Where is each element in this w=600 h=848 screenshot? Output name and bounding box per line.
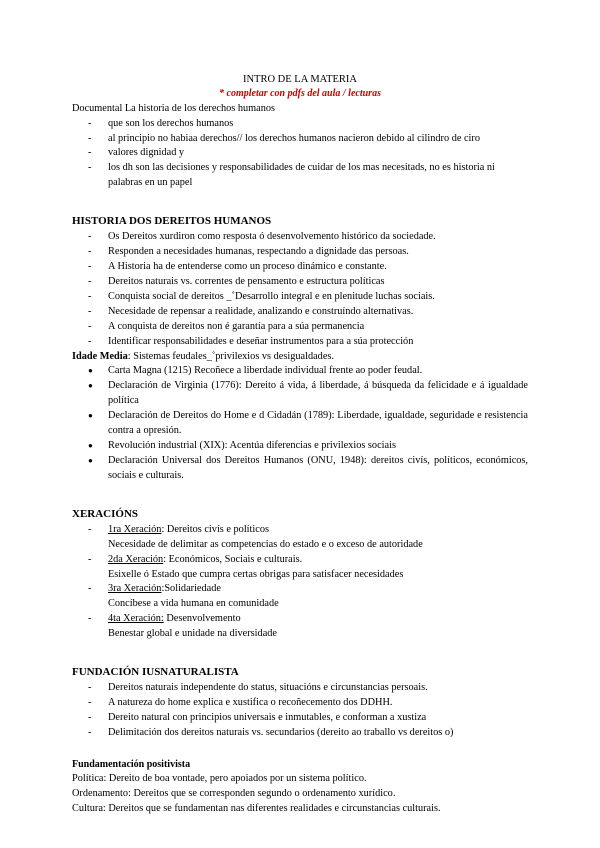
positivista-text: : Dereitos que se corresponden segundo o ordenamento xurídico.: [128, 788, 396, 800]
documental-line: Documental La historia de los derechos humanos: [72, 102, 276, 114]
idade-media-line: [72, 350, 528, 365]
historia-bullets: [72, 364, 528, 483]
positivista-label: Política: [72, 773, 104, 785]
list-item: - que son los derechos humanos: [72, 117, 528, 132]
xeracion-label: 3ra Xeración: [108, 583, 162, 595]
positivista-line: [72, 802, 528, 817]
xeracion-label: 1ra Xeración: [108, 523, 162, 535]
list-item: [72, 523, 528, 553]
list-item: - Os Dereitos xurdiron como resposta ó desenvolvemento histórico da sociedade.: [72, 230, 528, 245]
section-heading-positivista: Fundamentación positivista: [72, 758, 191, 770]
list-item: [72, 582, 528, 612]
page-title: INTRO DE LA MATERIA: [242, 74, 358, 85]
list-item: - Dereitos naturais vs. correntes de pensamento e estructura políticas: [72, 275, 528, 290]
xeracion-sub: Esixelle ó Estado que cumpra certas obrigas para satisfacer necesidades: [108, 568, 404, 580]
xeracion-label: 2da Xeración: [108, 553, 164, 565]
xeracion-text: Desenvolvemento: [163, 613, 241, 625]
list-item: - Dereito natural con principios universais e inmutables, e conforman a xustiza: [72, 711, 528, 726]
list-item: ● Declaración de Virginia (1776): Dereito á vida, á liberdade, á búsqueda da felicidade e á igualdade política: [72, 379, 528, 409]
idade-media-label: Idade Media: [72, 350, 128, 362]
section-heading-xeracions: XERACIÓNS: [72, 507, 139, 520]
positivista-text: : Dereitos que se fundamentan nas diferentes realidades e circunstancias culturais.: [102, 803, 441, 815]
xeracion-text: : Económicos, Sociais e culturais.: [163, 553, 303, 565]
list-item: - A Historia ha de entenderse como un proceso dinámico e constante.: [72, 260, 528, 275]
section-heading-historia: HISTORIA DOS DEREITOS HUMANOS: [72, 215, 272, 228]
list-item: ● Declaración de Dereitos do Home e d Cidadán (1789): Liberdade, igualdade, seguridade e resistencia contra a opresión.: [72, 409, 528, 439]
document-page: [72, 72, 528, 817]
list-item: - Conquista social de dereitos _˚Desarrollo integral e en plenitude luchas sociais.: [72, 290, 528, 305]
fundacion-list: [72, 681, 528, 741]
section-heading-fundacion: FUNDACIÓN IUSNATURALISTA: [72, 666, 239, 679]
positivista-label: Cultura: [72, 803, 103, 815]
historia-list: [72, 230, 528, 349]
list-item: - A conquista de dereitos non é garantía para a súa permanencia: [72, 320, 528, 335]
xeracion-sub: Concíbese a vida humana en comunidade: [108, 598, 279, 610]
page-subtitle: * completar con pdfs del aula / lecturas: [219, 88, 381, 100]
xeracion-text: : Dereitos civís e políticos: [161, 523, 269, 535]
list-item: [72, 612, 528, 642]
list-item: - Responden a necesidades humanas, respectando a dignidade das persoas.: [72, 245, 528, 260]
positivista-text: : Dereito de boa vontade, pero apoiados por un sistema político.: [103, 773, 367, 785]
xeracions-list: [72, 523, 528, 642]
list-item: ● Declaración Universal dos Dereitos Humanos (ONU, 1948): dereitos civís, políticos, económicos, sociais e culturais.: [72, 454, 528, 484]
list-item: - Dereitos naturais independente do status, situacións e circunstancias persoais.: [72, 681, 528, 696]
xeracion-text: :Solidariedade: [161, 583, 221, 595]
list-item: - valores dignidad y: [72, 146, 528, 161]
list-item: ● Carta Magna (1215) Recoñece a liberdade individual frente ao poder feudal.: [72, 364, 528, 379]
positivista-label: Ordenamento: [72, 788, 129, 800]
intro-list: [72, 117, 528, 192]
list-item: - al principio no habiaa derechos// los derechos humanos nacieron debido al cilindro de ciro: [72, 132, 528, 147]
list-item: - Necesidade de repensar a realidade, analizando e construíndo alternativas.: [72, 305, 528, 320]
xeracion-label: 4ta Xeración:: [108, 613, 164, 625]
list-item: [72, 553, 528, 583]
list-item: ● Revolución industrial (XIX): Acentúa diferencias e privilexios sociais: [72, 439, 528, 454]
list-item: - A natureza do home explica e xustifica o recoñecemento dos DDHH.: [72, 696, 528, 711]
list-item: - Identificar responsabilidades e deseñar instrumentos para a súa protección: [72, 335, 528, 350]
idade-media-text: : Sistemas feudales_˚privilexios vs desigualdades.: [127, 350, 334, 362]
positivista-line: [72, 787, 528, 802]
list-item: - los dh son las decisiones y responsabilidades de cuidar de los mas necesitads, no es historia ni palabras en un papel: [72, 161, 528, 191]
xeracion-sub: Benestar global e unidade na diversidade: [108, 628, 277, 640]
xeracion-sub: Necesidade de delimitar as competencias do estado e o exceso de autoridade: [108, 538, 423, 550]
list-item: - Delimitación dos dereitos naturais vs. secundarios (dereito ao traballo vs dereitos o): [72, 726, 528, 741]
positivista-line: [72, 772, 528, 787]
